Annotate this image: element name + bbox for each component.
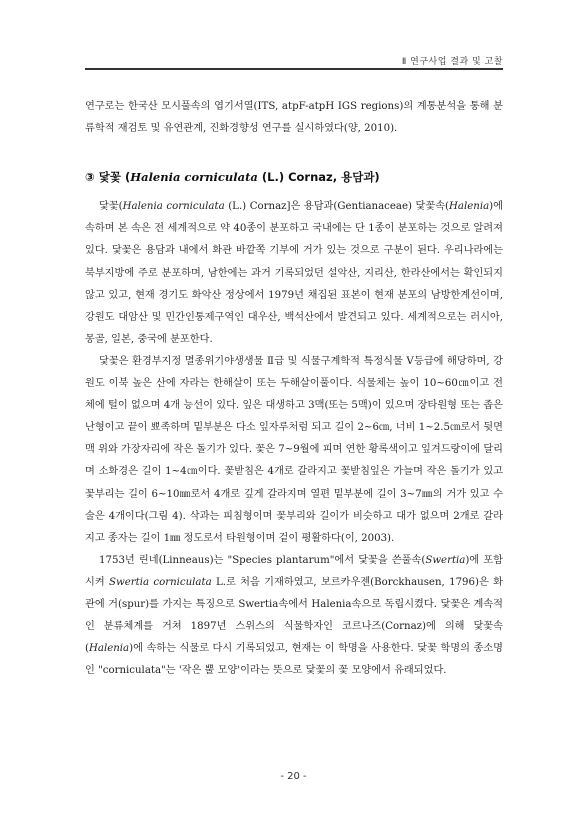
p3-text-e: L.로 처음 기재하였고, 보르카우젠(Borckhausen, 1796)은 화관에 거(spur)를 가지는 특징으로 Swertia속에서 Halenia속으로 독립시켰다. 닻꽃은 계속적인 분류체계를 거쳐 1897년 스위스의 식물학자인 코르나즈(Cornaz)에 의해 닻꽃속( — [85, 576, 503, 655]
p3-text-c: )에 포함시켜 — [85, 554, 503, 588]
header-rule — [85, 68, 503, 70]
intro-paragraph: 연구로는 한국산 모시풀속의 엽기서열(ITS, atpF-atpH IGS regions)의 계통분석을 통해 분류학적 재검토 및 유연관계, 진화경향성 연구를 실시하였다(양, 2010). — [85, 101, 503, 135]
p3-text-g: )에 속하는 식물로 다시 기록되었고, 현재는 이 학명을 사용한다. 닻꽃 학명의 종소명인 "corniculata"는 '작은 뿔 모양'이라는 뜻으로 닻꽃의 꽃 모양에서 유래되었다. — [85, 643, 503, 677]
running-header: Ⅱ 연구사업 결과 및 고찰 — [401, 57, 503, 67]
p1-text-c: (L.) Cornaz]은 용담과(Gentianaceae) 닻꽃속( — [224, 201, 450, 213]
document-body — [85, 96, 503, 682]
p3-genus-swertia: Swertia — [425, 554, 466, 566]
page-number: - 20 - — [280, 771, 307, 782]
p1-sci-name: Halenia corniculata — [122, 201, 225, 213]
section-korean-name: 닻꽃 — [98, 170, 121, 185]
p3-sci-swertia-corniculata: Swertia corniculata — [109, 576, 212, 588]
paragraph-morphology: 닻꽃은 환경부지정 멸종위기야생생물 Ⅱ급 및 식물구계학적 특정식물 Ⅴ등급에 해당하며, 강원도 이북 높은 산에 자라는 한해살이 또는 두해살이풀이다. 식물체는 높이 10~60㎝이고 전체에 털이 없으며 4개 능선이 있다. 잎은 대생하고 3맥(또는 5맥)이 있으며 장타원형 또는 좁은 난형이고 끝이 뾰족하며 밑부분은 다소 잎자루처럼 되고 길이 2~6㎝, 너비 1~2.5㎝로서 뒷면 맥 위와 가장자리에 작은 돌기가 있다. 꽃은 7~9월에 피며 연한 황록색이고 잎겨드랑이에 달리며 소화경은 길이 1~4㎝이다. 꽃받침은 4개로 갈라지고 꽃받침잎은 가늘며 작은 돌기가 있고 꽃부리는 길이 6~10㎜로서 4개로 깊게 갈라지며 열편 밑부분에 길이 3~7㎜의 거가 있고 수술은 4개이다(그림 4). 삭과는 피침형이며 꽃부리와 길이가 비슷하고 대가 없으며 2개로 갈라지고 종자는 길이 1㎜ 정도로서 타원형이며 겉이 평활하다(이, 2003). — [85, 355, 503, 544]
section-heading — [85, 166, 503, 188]
paragraph-taxonomy — [85, 550, 503, 683]
paragraph-distribution — [85, 196, 503, 351]
section-number: ③ — [85, 170, 95, 185]
section-open-paren: ( — [120, 170, 131, 185]
p1-text-e: )에 속하며 본 속은 전 세계적으로 약 40종이 분포하고 국내에는 단 1종이 분포하는 것으로 알려져 있다. 닻꽃은 용담과 내에서 화관 바깥쪽 기부에 거가 있는 것으로 구분이 된다. 우리나라에는 북부지방에 주로 분포하며, 남한에는 과거 기록되었던 설악산, 지리산, 한라산에서는 확인되지 않고 있고, 현재 경기도 화악산 정상에서 1979년 채집된 표본이 현재 분포의 남방한계선이며, 강원도 대암산 및 민간인통제구역인 대우산, 백석산에서 발견되고 있다. 세계적으로는 러시아, 몽골, 일본, 중국에 분포한다. — [85, 201, 503, 345]
p3-text-a: 1753년 린네(Linneaus)는 "Species plantarum"에서 닻꽃을 쓴풀속( — [99, 554, 426, 566]
p1-genus-name: Halenia — [449, 201, 490, 213]
section-authority: (L.) Cornaz, 용담과) — [257, 170, 380, 185]
p3-genus-halenia: Halenia — [88, 643, 130, 655]
p1-text-a: 닻꽃( — [99, 201, 123, 213]
section-scientific-name: Halenia corniculata — [130, 170, 258, 185]
